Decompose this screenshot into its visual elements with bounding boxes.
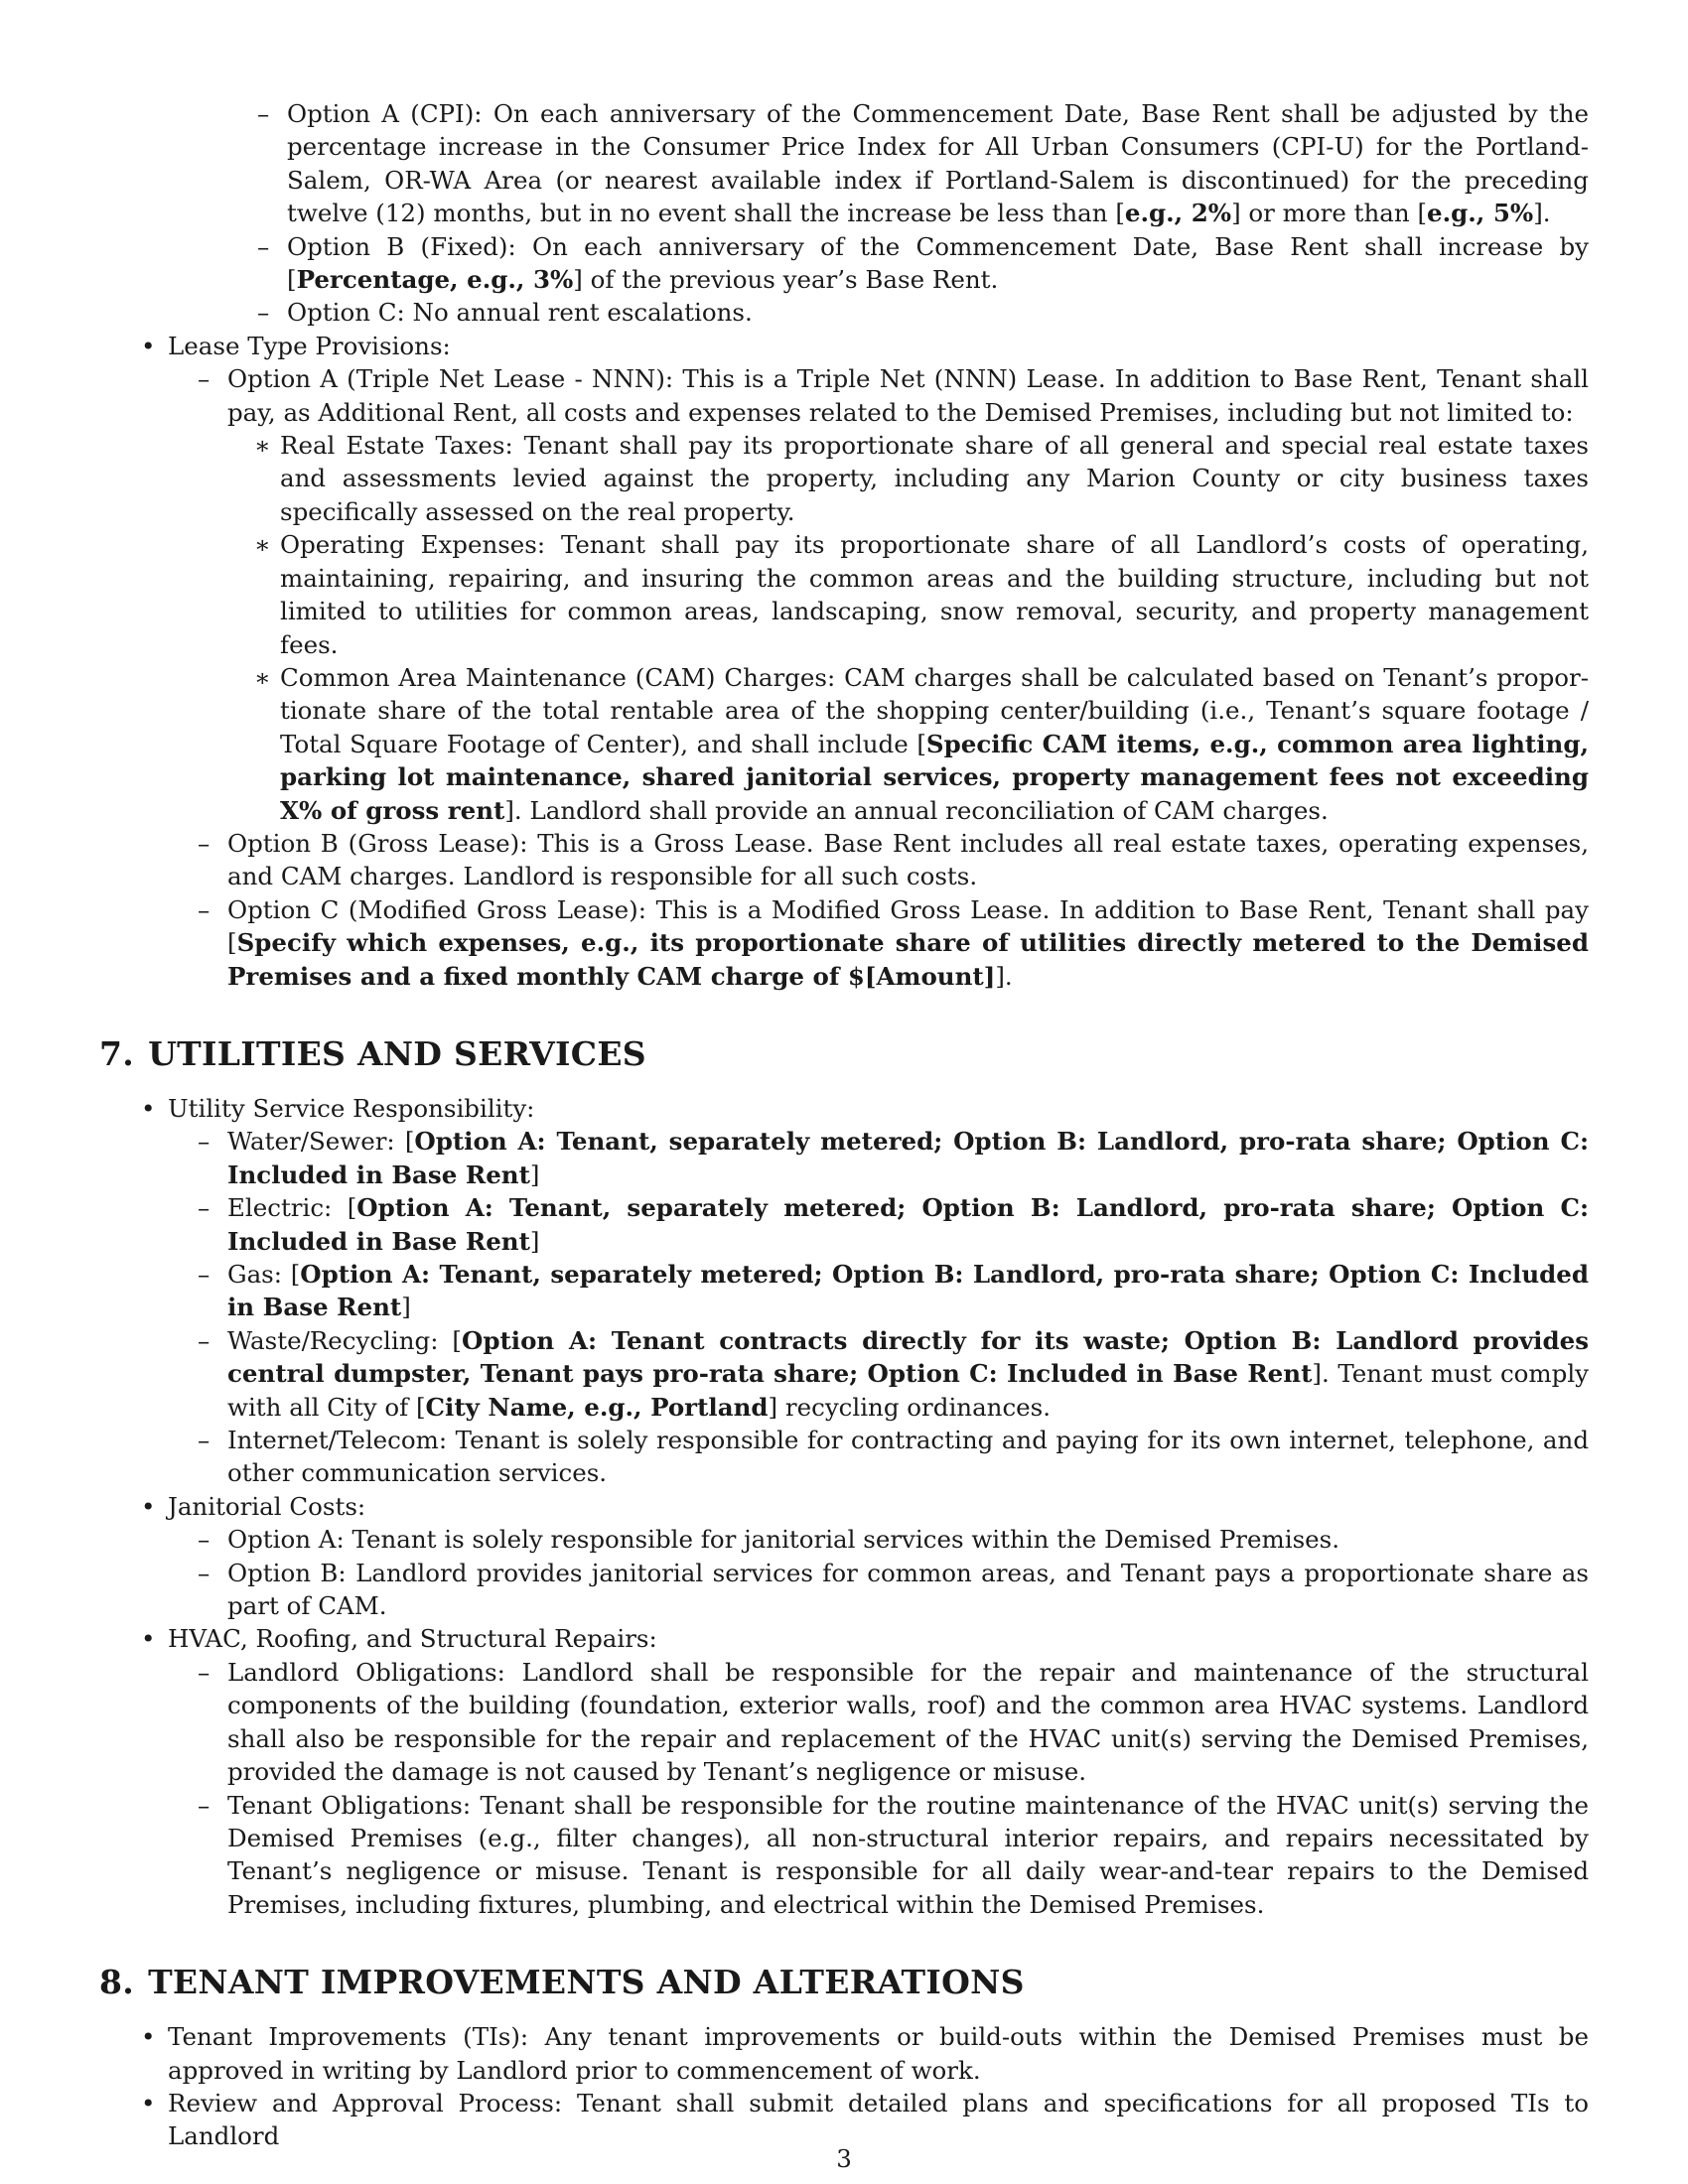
placeholder-text: Specific CAM items, e.g., common area lighting, parking lot maintenance, shared janitorial services, property management fees not exceeding X% of gross rent xyxy=(280,729,1589,825)
section-8-list xyxy=(99,2020,1589,2153)
dash-item xyxy=(168,1324,1589,1424)
item-text: Internet/Telecom: Tenant is solely responsible for contracting and paying for its own internet, telephone, and other communication services. xyxy=(227,1426,1589,1488)
list-marker: • xyxy=(141,1491,156,1521)
item-text: HVAC, Roofing, and Structural Repairs: xyxy=(168,1624,657,1654)
item-text: Option B (Fixed): On each anniversary of the Commencement Date, Base Rent shall increase by [Percentage, e.g., 3%] of the previous year’s Base Rent. xyxy=(287,231,1589,295)
placeholder-text: Option A: Tenant contracts directly for its waste; Option B: Landlord provides central dumpster, Tenant pays pro-rata share; Option C: Included in Base Rent xyxy=(227,1325,1589,1389)
list-marker: – xyxy=(198,828,211,858)
placeholder-text: Percentage, e.g., 3% xyxy=(296,265,574,295)
dash-item xyxy=(227,97,1589,230)
placeholder-text: Option A: Tenant, separately metered; Option B: Landlord, pro-rata share; Option C: Included in Base Rent xyxy=(227,1127,1589,1189)
dash-item xyxy=(227,296,1589,329)
list-marker: – xyxy=(198,1325,211,1355)
item-text: Electric: [Option A: Tenant, separately metered; Option B: Landlord, pro-rata share; Option C: Included in Base Rent] xyxy=(227,1193,1590,1256)
list-marker: ∗ xyxy=(254,530,271,560)
item-text: Option C: No annual rent escalations. xyxy=(287,298,753,328)
lease-type-list xyxy=(99,330,1589,993)
bullet-item xyxy=(99,2020,1589,2087)
list-marker: – xyxy=(198,1657,211,1687)
page-content xyxy=(99,97,1589,2153)
dash-item xyxy=(168,362,1589,827)
item-text: Option A: Tenant is solely responsible for janitorial services within the Demised Premises. xyxy=(227,1525,1340,1555)
item-text: Tenant Improvements (TIs): Any tenant improvements or build-outs within the Demised Premises must be approved in writing by Landlord prior to commencement of work. xyxy=(168,2022,1589,2085)
item-text: Option C (Modified Gross Lease): This is a Modified Gross Lease. In addition to Base Rent, Tenant shall pay [Specify which expenses, e.g., its proportionate share of utilities directly metered to the Demised Premises and a fixed monthly CAM charge of $[Amount]]. xyxy=(227,894,1589,991)
item-text: Water/Sewer: [Option A: Tenant, separately metered; Option B: Landlord, pro-rata share; Option C: Included in Base Rent] xyxy=(227,1127,1589,1189)
bullet-item xyxy=(99,330,1589,993)
item-text: Real Estate Taxes: Tenant shall pay its proportionate share of all general and special real estate taxes and assessments levied against the property, including any Marion County or city business taxes specifically assessed on the real property. xyxy=(280,431,1589,526)
dash-item xyxy=(168,1424,1589,1490)
star-item xyxy=(227,429,1589,528)
item-text: Gas: [Option A: Tenant, separately metered; Option B: Landlord, pro-rata share; Option C: Included in Base Rent] xyxy=(227,1260,1589,1322)
placeholder-text: City Name, e.g., Portland xyxy=(425,1392,769,1422)
dash-item xyxy=(168,1789,1589,1922)
sub-list xyxy=(227,429,1589,827)
list-marker: – xyxy=(198,1127,211,1157)
item-text: Waste/Recycling: [Option A: Tenant contracts directly for its waste; Option B: Landlord provides central dumpster, Tenant pays pro-rata share; Option C: Included in Base Rent]. Tenant must comply with all City of [City Name, e.g., Portland] recycling ordinances. xyxy=(227,1325,1590,1422)
list-marker: – xyxy=(198,1558,211,1587)
list-marker: – xyxy=(198,1260,211,1289)
placeholder-text: Option A: Tenant, separately metered; Option B: Landlord, pro-rata share; Option C: Included in Base Rent xyxy=(227,1193,1590,1256)
star-item xyxy=(227,661,1589,827)
list-marker: • xyxy=(141,1624,156,1654)
item-text: Option B: Landlord provides janitorial services for common areas, and Tenant pays a proportionate share as part of CAM. xyxy=(227,1558,1589,1621)
item-text: Option A (CPI): On each anniversary of the Commencement Date, Base Rent shall be adjusted by the percentage increase in the Consumer Price Index for All Urban Consumers (CPI-U) for the Portland-Salem, OR-WA Area (or nearest available index if Portland-Salem is discontinued) for the preceding twelve (12) months, but in no event shall the increase be less than [e.g., 2%] or more than [e.g., 5%]. xyxy=(287,99,1589,228)
dash-item xyxy=(168,1656,1589,1789)
list-marker: – xyxy=(198,894,211,924)
sub-list xyxy=(168,1125,1589,1489)
item-text: Utility Service Responsibility: xyxy=(168,1093,535,1123)
list-marker: • xyxy=(141,2088,156,2117)
bullet-item xyxy=(99,1490,1589,1623)
dash-item xyxy=(168,1258,1589,1324)
item-text: Common Area Maintenance (CAM) Charges: CAM charges shall be calculated based on Tenant’s proportionate share of the total rentable area of the shopping center/building (i.e., Tenant’s square footage / Total Square Footage of Center), and shall include [Specific CAM items, e.g., common area lighting, parking lot maintenance, shared janitorial services, property management fees not exceeding X% of gross rent]. Landlord shall provide an annual reconciliation of CAM charges. xyxy=(280,662,1589,825)
list-marker: ∗ xyxy=(254,662,271,692)
list-marker: • xyxy=(141,331,156,360)
dash-item xyxy=(168,893,1589,993)
item-text: Janitorial Costs: xyxy=(168,1491,366,1521)
dash-item xyxy=(227,230,1589,297)
list-marker: – xyxy=(198,1426,211,1455)
list-marker: – xyxy=(198,1790,211,1820)
placeholder-text: Option A: Tenant, separately metered; Option B: Landlord, pro-rata share; Option C: Included in Base Rent xyxy=(227,1260,1589,1322)
list-marker: • xyxy=(141,2022,156,2052)
item-text: Tenant Obligations: Tenant shall be responsible for the routine maintenance of the HVAC unit(s) serving the Demised Premises (e.g., filter changes), all non-structural interior repairs, and repairs necessitated by Tenant’s negligence or misuse. Tenant is responsible for all daily wear-and-tear repairs to the Demised Premises, including fixtures, plumbing, and electrical within the Demised Premises. xyxy=(227,1790,1589,1919)
list-marker: ∗ xyxy=(254,431,271,461)
item-text: Option A (Triple Net Lease - NNN): This is a Triple Net (NNN) Lease. In addition to Base Rent, Tenant shall pay, as Additional Rent, all costs and expenses related to the Demised Premises, including but not limited to: xyxy=(227,364,1589,427)
bullet-item xyxy=(99,2087,1589,2153)
sub-list xyxy=(168,1523,1589,1622)
bullet-item xyxy=(99,1092,1589,1490)
item-text: Lease Type Provisions: xyxy=(168,331,451,360)
placeholder-text: Specify which expenses, e.g., its proportionate share of utilities directly metered to the Demised Premises and a fixed monthly CAM charge of $[Amount] xyxy=(227,928,1589,991)
dash-item xyxy=(168,1191,1589,1258)
section-7-title: UTILITIES AND SERVICES xyxy=(148,1033,646,1073)
dash-item xyxy=(168,1557,1589,1623)
section-8-title: TENANT IMPROVEMENTS AND ALTERATIONS xyxy=(148,1963,1025,2002)
placeholder-text: e.g., 5% xyxy=(1427,199,1534,228)
dash-item xyxy=(168,827,1589,893)
item-text: Option B (Gross Lease): This is a Gross Lease. Base Rent includes all real estate taxes, operating expenses, and CAM charges. Landlord is responsible for all such costs. xyxy=(227,828,1589,891)
list-marker: – xyxy=(198,364,211,394)
section-7-number: 7. xyxy=(99,1033,135,1073)
item-text: Landlord Obligations: Landlord shall be responsible for the repair and maintenance of the structural components of the building (foundation, exterior walls, roof) and the common area HVAC systems. Landlord shall also be responsible for the repair and replacement of the HVAC unit(s) serving the Demised Premises, provided the damage is not caused by Tenant’s negligence or misuse. xyxy=(227,1657,1589,1787)
list-marker: – xyxy=(257,298,270,328)
placeholder-text: e.g., 2% xyxy=(1124,199,1232,228)
section-8-number: 8. xyxy=(99,1963,135,2002)
sub-list xyxy=(168,1656,1589,1921)
star-item xyxy=(227,528,1589,661)
section-7-heading xyxy=(99,1034,1589,1074)
list-marker: – xyxy=(198,1525,211,1555)
page-number: 3 xyxy=(836,2144,852,2173)
section-8-heading xyxy=(99,1963,1589,2002)
list-marker: – xyxy=(257,231,270,261)
rent-escalation-options xyxy=(227,97,1589,330)
dash-item xyxy=(168,1523,1589,1556)
item-text: Review and Approval Process: Tenant shall submit detailed plans and specifications for all proposed TIs to Landlord xyxy=(168,2088,1589,2151)
sub-list xyxy=(168,362,1589,993)
bullet-item xyxy=(99,1622,1589,1921)
list-marker: • xyxy=(141,1093,156,1123)
dash-item xyxy=(168,1125,1589,1191)
item-text: Operating Expenses: Tenant shall pay its proportionate share of all Landlord’s costs of operating, maintaining, repairing, and insuring the common areas and the building structure, including but not limited to utilities for common areas, landscaping, snow removal, security, and property management fees. xyxy=(280,530,1589,659)
section-7-list xyxy=(99,1092,1589,1921)
list-marker: – xyxy=(198,1193,211,1223)
list-marker: – xyxy=(257,99,270,128)
